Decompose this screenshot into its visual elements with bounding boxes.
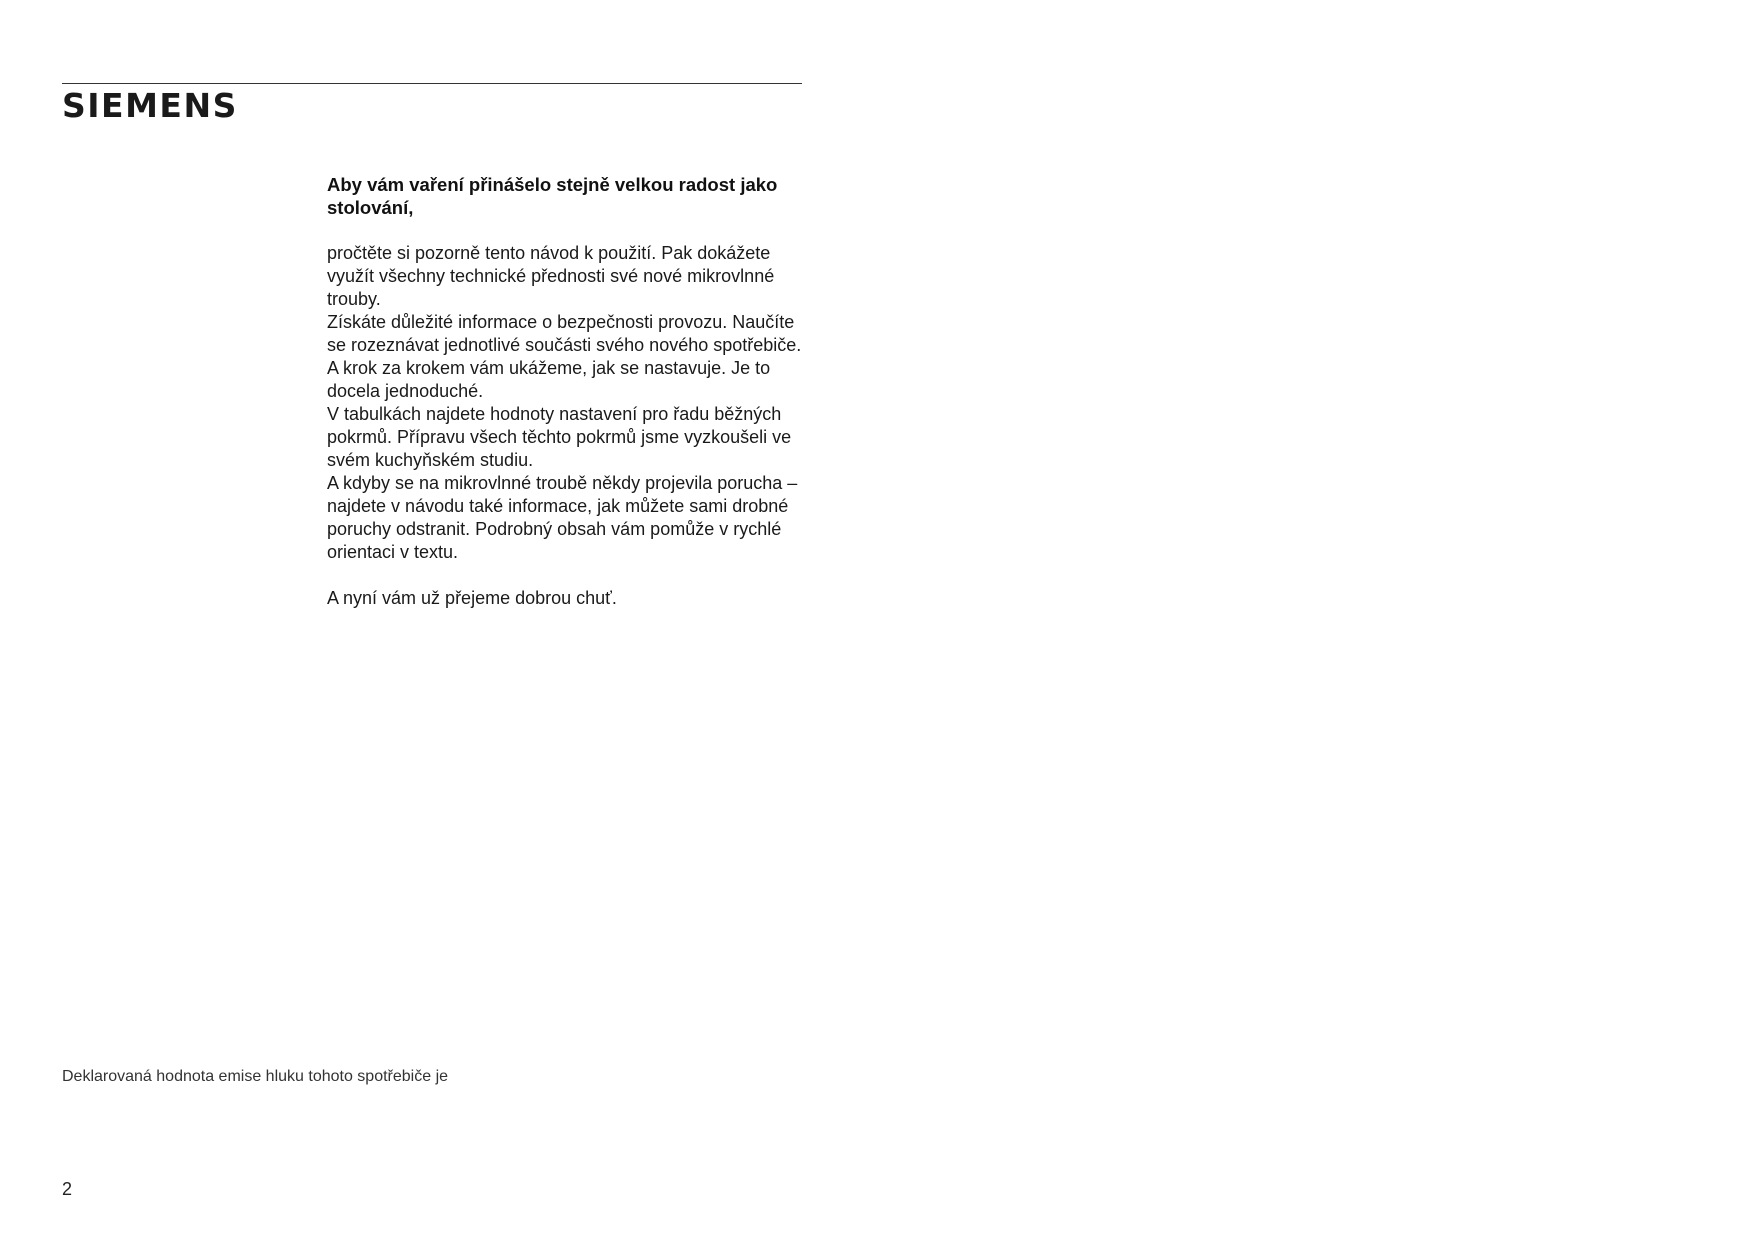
intro-paragraph-1: pročtěte si pozorně tento návod k použití. Pak dokážete využít všechny technické přednosti své nové mikrovlnné trouby. <box>327 243 775 309</box>
intro-paragraph-3: V tabulkách najdete hodnoty nastavení pro řadu běžných pokrmů. Přípravu všech těchto pokrmů jsme vyzkoušeli ve svém kuchyňském studiu. <box>327 404 792 470</box>
closing-line: A nyní vám už přejeme dobrou chuť. <box>327 588 617 608</box>
intro-section <box>327 173 807 610</box>
page-number: 2 <box>62 1179 73 1199</box>
intro-paragraph-4: A kdyby se na mikrovlnné troubě někdy projevila porucha – najdete v návodu také informace, jak můžete sami drobné poruchy odstranit. Podrobný obsah vám pomůže v rychlé orientaci v textu. <box>327 473 798 562</box>
intro-paragraph-2: Získáte důležité informace o bezpečnosti provozu. Naučíte se rozeznávat jednotlivé součásti svého nového spotřebiče. A krok za krokem vám ukážeme, jak se nastavuje. Je to docela jednoduché. <box>327 312 802 401</box>
siemens-logo: SIEMENS <box>62 86 238 125</box>
intro-heading: Aby vám vaření přinášelo stejně velkou radost jako stolování, <box>327 174 778 218</box>
noise-emission-note: Deklarovaná hodnota emise hluku tohoto spotřebiče je <box>62 1068 449 1085</box>
